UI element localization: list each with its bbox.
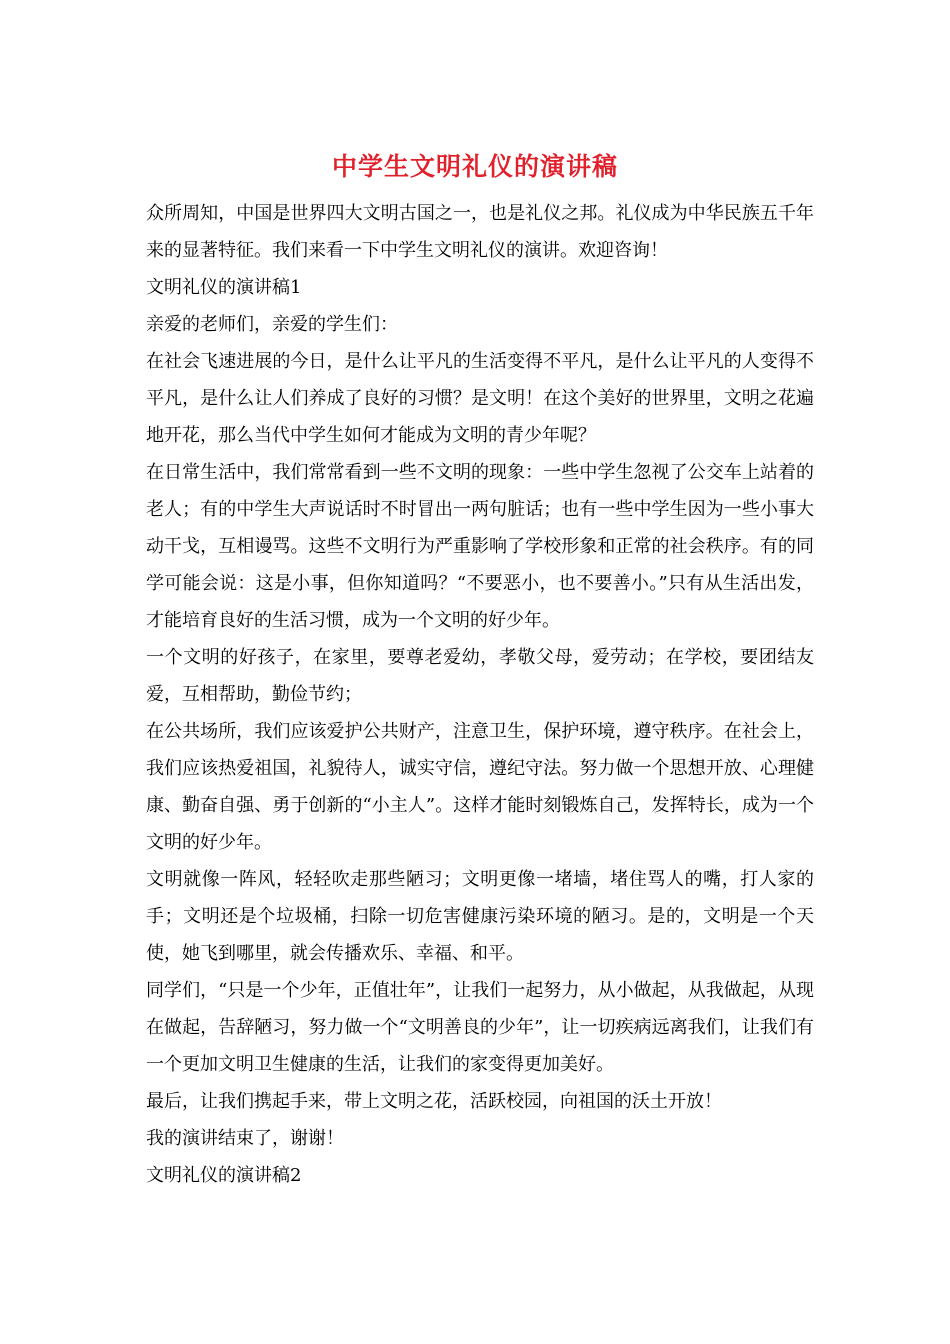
paragraph-thanks: 我的演讲结束了，谢谢！ [146,1128,344,1149]
section-heading-2: 文明礼仪的演讲稿2 [146,1165,302,1186]
paragraph-intro: 众所周知，中国是世界四大文明古国之一，也是礼仪之邦。礼仪成为中华民族五千年来的显著特征。我们来看一下中学生文明礼仪的演讲。欢迎咨询！ [146,203,814,261]
paragraph-closing: 最后，让我们携起手来，带上文明之花，活跃校园，向祖国的沃土开放！ [146,1091,722,1112]
paragraph: 在社会飞速进展的今日，是什么让平凡的生活变得不平凡，是什么让平凡的人变得不平凡，是什么让人们养成了良好的习惯？是文明！在这个美好的世界里，文明之花遍地开花，那么当代中学生如何才能成为文明的青少年呢？ [146,351,814,446]
paragraph: 文明就像一阵风，轻轻吹走那些陋习；文明更像一堵墙，堵住骂人的嘴，打人家的手；文明还是个垃圾桶，扫除一切危害健康污染环境的陋习。是的，文明是一个天使，她飞到哪里，就会传播欢乐、幸福、和平。 [146,869,814,964]
paragraph: 在公共场所，我们应该爱护公共财产，注意卫生，保护环境，遵守秩序。在社会上，我们应该热爱祖国，礼貌待人，诚实守信，遵纪守法。努力做一个思想开放、心理健康、勤奋自强、勇于创新的“小主人”。这样才能时刻锻炼自己，发挥特长，成为一个文明的好少年。 [146,721,814,853]
paragraph-greeting: 亲爱的老师们，亲爱的学生们： [146,314,398,335]
document-title: 中学生文明礼仪的演讲稿 [331,152,618,181]
document-body [146,195,814,1194]
paragraph: 一个文明的好孩子，在家里，要尊老爱幼，孝敬父母，爱劳动；在学校，要团结友爱，互相帮助，勤俭节约； [146,647,814,705]
section-heading-1: 文明礼仪的演讲稿1 [146,277,302,298]
paragraph: 同学们，“只是一个少年，正值壮年”，让我们一起努力，从小做起，从我做起，从现在做起，告辞陋习，努力做一个“文明善良的少年”，让一切疾病远离我们，让我们有一个更加文明卫生健康的生活，让我们的家变得更加美好。 [146,980,814,1075]
paragraph: 在日常生活中，我们常常看到一些不文明的现象：一些中学生忽视了公交车上站着的老人；有的中学生大声说话时不时冒出一两句脏话；也有一些中学生因为一些小事大动干戈，互相谩骂。这些不文明行为严重影响了学校形象和正常的社会秩序。有的同学可能会说：这是小事，但你知道吗？“不要恶小，也不要善小。”只有从生活出发，才能培育良好的生活习惯，成为一个文明的好少年。 [146,462,814,631]
